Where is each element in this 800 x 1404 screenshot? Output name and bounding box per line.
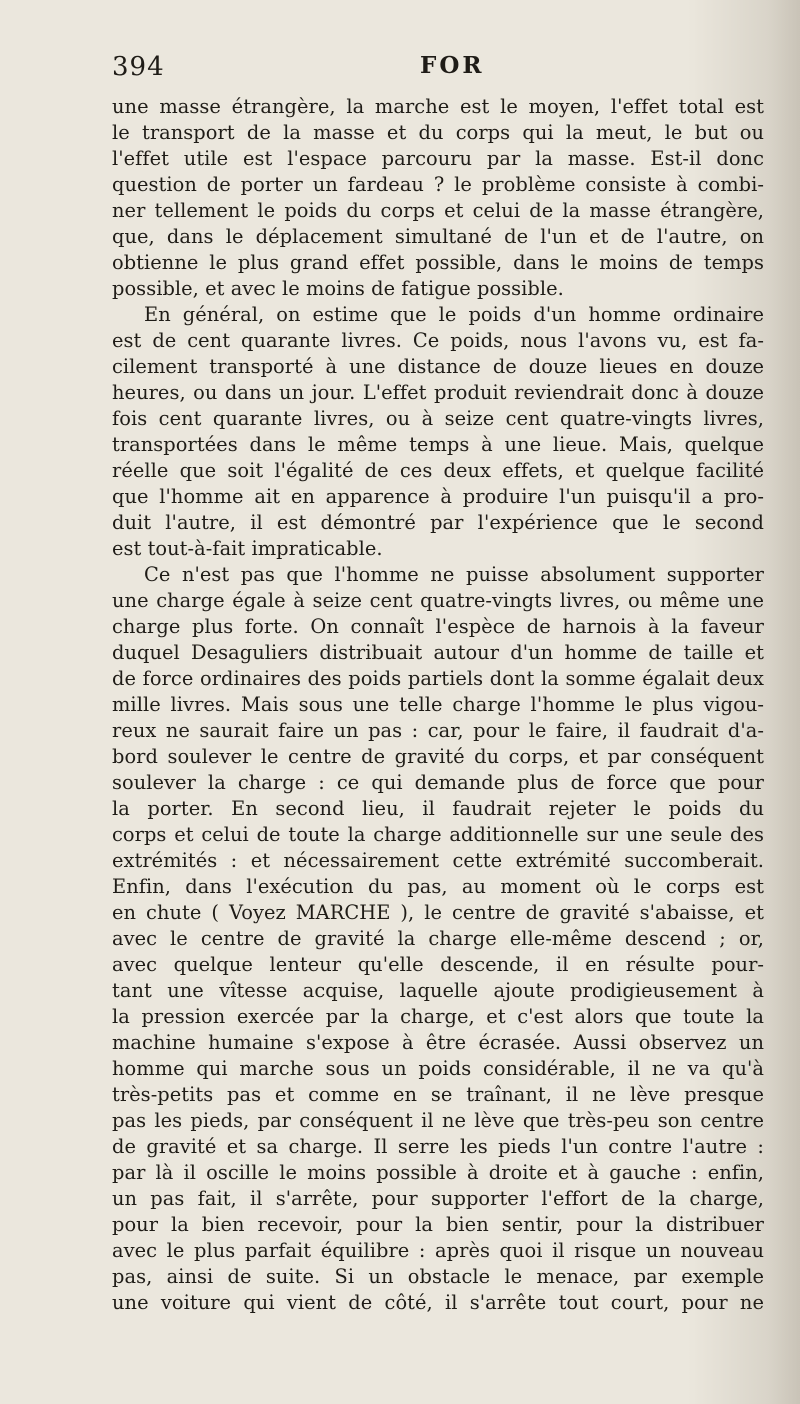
text-line: question de porter un fardeau ? le problème consiste à combi- — [112, 173, 764, 196]
text-line: possible, et avec le moins de fatigue possible. — [112, 277, 564, 300]
text-line: une voiture qui vient de côté, il s'arrête tout court, pour ne — [112, 1291, 764, 1314]
text-line: tant une vîtesse acquise, laquelle ajoute prodigieusement à — [112, 979, 764, 1002]
text-line: ner tellement le poids du corps et celui de la masse étrangère, — [112, 199, 764, 222]
text-line: pas, ainsi de suite. Si un obstacle le menace, par exemple — [112, 1265, 764, 1288]
text-line: une masse étrangère, la marche est le moyen, l'effet total est — [112, 95, 764, 118]
text-line: la porter. En second lieu, il faudrait rejeter le poids du — [112, 797, 764, 820]
text-line: en chute ( Voyez MARCHE ), le centre de gravité s'abaisse, et — [112, 901, 764, 924]
text-line: réelle que soit l'égalité de ces deux effets, et quelque facilité — [112, 459, 764, 482]
text-line: obtienne le plus grand effet possible, dans le moins de temps — [112, 251, 764, 274]
text-line: pour la bien recevoir, pour la bien sentir, pour la distribuer — [112, 1213, 764, 1236]
page-number: 394 — [112, 52, 165, 82]
text-line: homme qui marche sous un poids considérable, il ne va qu'à — [112, 1057, 764, 1080]
text-line: corps et celui de toute la charge additionnelle sur une seule des — [112, 823, 764, 846]
text-line: de gravité et sa charge. Il serre les pieds l'un contre l'autre : — [112, 1135, 764, 1158]
text-line: duit l'autre, il est démontré par l'expérience que le second — [112, 511, 764, 534]
text-line: En général, on estime que le poids d'un homme ordinaire — [144, 303, 764, 326]
text-line: la pression exercée par la charge, et c'est alors que toute la — [112, 1005, 764, 1028]
text-line: duquel Desaguliers distribuait autour d'un homme de taille et — [112, 641, 764, 664]
text-line: machine humaine s'expose à être écrasée. Aussi observez un — [112, 1031, 764, 1054]
text-line: par là il oscille le moins possible à droite et à gauche : enfin, — [112, 1161, 764, 1184]
text-line: très-petits pas et comme en se traînant, il ne lève presque — [112, 1083, 764, 1106]
running-head: FOR — [420, 52, 485, 79]
text-line: l'effet utile est l'espace parcouru par la masse. Est-il donc — [112, 147, 764, 170]
text-line: cilement transporté à une distance de douze lieues en douze — [112, 355, 764, 378]
text-line: mille livres. Mais sous une telle charge l'homme le plus vigou- — [112, 693, 764, 716]
text-line: Ce n'est pas que l'homme ne puisse absolument supporter — [144, 563, 764, 586]
text-line: avec quelque lenteur qu'elle descende, il en résulte pour- — [112, 953, 764, 976]
text-line: extrémités : et nécessairement cette extrémité succomberait. — [112, 849, 764, 872]
text-line: que, dans le déplacement simultané de l'un et de l'autre, on — [112, 225, 764, 248]
text-line: de force ordinaires des poids partiels dont la somme égalait deux — [112, 667, 764, 690]
text-line: que l'homme ait en apparence à produire l'un puisqu'il a pro- — [112, 485, 764, 508]
text-line: transportées dans le même temps à une lieue. Mais, quelque — [112, 433, 764, 456]
text-line: est de cent quarante livres. Ce poids, nous l'avons vu, est fa- — [112, 329, 764, 352]
text-line: avec le centre de gravité la charge elle-même descend ; or, — [112, 927, 764, 950]
text-line: soulever la charge : ce qui demande plus de force que pour — [112, 771, 764, 794]
text-line: charge plus forte. On connaît l'espèce de harnois à la faveur — [112, 615, 764, 638]
text-line: Enfin, dans l'exécution du pas, au moment où le corps est — [112, 875, 764, 898]
page-header — [112, 52, 762, 88]
text-line: le transport de la masse et du corps qui la meut, le but ou — [112, 121, 764, 144]
text-line: heures, ou dans un jour. L'effet produit reviendrait donc à douze — [112, 381, 764, 404]
text-line: fois cent quarante livres, ou à seize cent quatre-vingts livres, — [112, 407, 764, 430]
text-line: reux ne saurait faire un pas : car, pour le faire, il faudrait d'a- — [112, 719, 764, 742]
text-line: une charge égale à seize cent quatre-vingts livres, ou même une — [112, 589, 764, 612]
text-line: avec le plus parfait équilibre : après quoi il risque un nouveau — [112, 1239, 764, 1262]
text-line: un pas fait, il s'arrête, pour supporter l'effort de la charge, — [112, 1187, 764, 1210]
text-line: pas les pieds, par conséquent il ne lève que très-peu son centre — [112, 1109, 764, 1132]
text-line: bord soulever le centre de gravité du corps, et par conséquent — [112, 745, 764, 768]
text-line: est tout-à-fait impraticable. — [112, 537, 383, 560]
body-text — [112, 94, 764, 1316]
